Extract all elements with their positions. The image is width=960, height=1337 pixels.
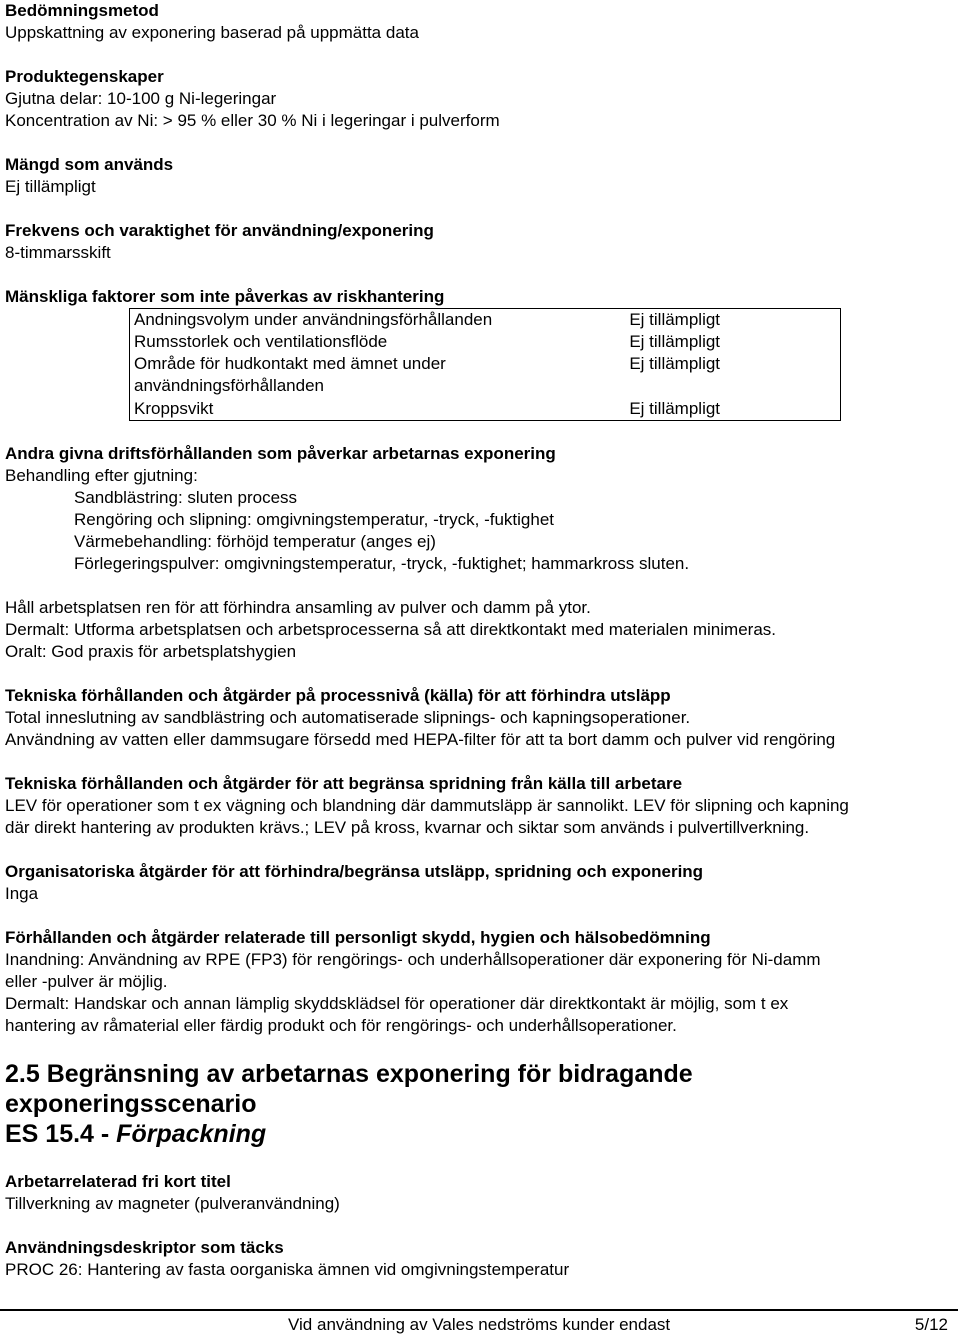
condition-item: Sandblästring: sluten process [74,488,298,507]
organisational-block [5,861,950,905]
descriptor-heading: Användningsdeskriptor som täcks [5,1238,284,1257]
amount-block [5,154,950,198]
title-free-block [5,1171,950,1215]
section-subtitle: Förpackning [116,1120,267,1148]
product-line: Gjutna delar: 10-100 g Ni-legeringar [5,89,277,108]
section-title-line: 2.5 Begränsning av arbetarnas exponering för bidragande exponeringsscenario [5,1060,693,1118]
condition-item: Rengöring och slipning: omgivningstemperatur, -tryck, -fuktighet [74,510,555,529]
descriptor-block [5,1237,950,1281]
organisational-text: Inga [5,884,39,903]
product-block [5,66,950,132]
condition-note: Oralt: God praxis för arbetsplatshygien [5,642,297,661]
human-factors-block [5,286,950,421]
technical-spread-line: där direkt hantering av produkten krävs.; LEV på kross, kvarnar och siktar som används i pulvertillverkning. [5,818,810,837]
factor-value: Ej tillämpligt [623,397,840,421]
condition-note: Dermalt: Utforma arbetsplatsen och arbetsprocesserna så att direktkontakt med materialen minimeras. [5,620,776,639]
frequency-block [5,220,950,264]
factor-value: Ej tillämpligt [623,331,840,353]
title-free-text: Tillverkning av magneter (pulveranvändning) [5,1194,340,1213]
technical-source-heading: Tekniska förhållanden och åtgärder på processnivå (källa) för att förhindra utsläpp [5,686,671,705]
table-row [130,397,841,421]
descriptor-text: PROC 26: Hantering av fasta oorganiska ämnen vid omgivningstemperatur [5,1260,570,1279]
other-conditions-block [5,443,950,663]
factor-key: Område för hudkontakt med ämnet under användningsförhållanden [130,353,624,397]
personal-line: hantering av råmaterial eller färdig produkt och för rengörings- och underhållsoperationer. [5,1016,677,1035]
technical-spread-block [5,773,950,839]
factor-key: Andningsvolym under användningsförhållanden [130,309,624,332]
product-line: Koncentration av Ni: > 95 % eller 30 % Ni i legeringar i pulverform [5,111,500,130]
technical-spread-line: LEV för operationer som t ex vägning och blandning där dammutsläpp är sannolikt. LEV för slipning och kapning [5,796,849,815]
assessment-heading: Bedömningsmetod [5,1,159,20]
section-title-line [5,1119,950,1149]
technical-source-line: Total inneslutning av sandblästring och automatiserade slipnings- och kapningsoperationer. [5,708,691,727]
frequency-heading: Frekvens och varaktighet för användning/exponering [5,221,434,240]
condition-note: Håll arbetsplatsen ren för att förhindra ansamling av pulver och damm på ytor. [5,598,591,617]
personal-heading: Förhållanden och åtgärder relaterade till personligt skydd, hygien och hälsobedömning [5,928,711,947]
footer-text: Vid användning av Vales nedströms kunder endast [288,1315,671,1334]
page-footer [0,1309,958,1337]
table-row [130,331,841,353]
amount-heading: Mängd som används [5,155,174,174]
title-free-heading: Arbetarrelaterad fri kort titel [5,1172,231,1191]
page-number: 5/12 [914,1315,948,1334]
condition-item: Värmebehandling: förhöjd temperatur (anges ej) [74,532,436,551]
technical-source-line: Användning av vatten eller dammsugare försedd med HEPA-filter för att ta bort damm och pulver vid rengöring [5,730,836,749]
human-factors-heading: Mänskliga faktorer som inte påverkas av riskhantering [5,287,445,306]
assessment-block [5,0,950,44]
section-number: ES 15.4 - [5,1120,117,1148]
factor-key: Rumsstorlek och ventilationsflöde [130,331,624,353]
condition-item: Förlegeringspulver: omgivningstemperatur, -tryck, -fuktighet; hammarkross sluten. [74,554,690,573]
factor-key: Kroppsvikt [130,397,624,421]
document-page [5,0,950,1281]
section-title [5,1059,950,1149]
organisational-heading: Organisatoriska åtgärder för att förhindra/begränsa utsläpp, spridning och exponering [5,862,704,881]
other-conditions-intro: Behandling efter gjutning: [5,466,198,485]
amount-text: Ej tillämpligt [5,177,96,196]
personal-line: eller -pulver är möjlig. [5,972,168,991]
factor-value: Ej tillämpligt [623,353,840,397]
technical-source-block [5,685,950,751]
other-conditions-heading: Andra givna driftsförhållanden som påverkar arbetarnas exponering [5,444,556,463]
human-factors-table [129,308,841,421]
personal-block [5,927,950,1037]
personal-line: Inandning: Användning av RPE (FP3) för rengörings- och underhållsoperationer där exponering för Ni-damm [5,950,821,969]
technical-spread-heading: Tekniska förhållanden och åtgärder för att begränsa spridning från källa till arbetare [5,774,683,793]
assessment-text: Uppskattning av exponering baserad på uppmätta data [5,23,419,42]
factor-value: Ej tillämpligt [623,309,840,332]
table-row [130,309,841,332]
product-heading: Produktegenskaper [5,67,164,86]
table-row [130,353,841,397]
frequency-text: 8-timmarsskift [5,243,111,262]
personal-line: Dermalt: Handskar och annan lämplig skyddsklädsel för operationer där direktkontakt är möjlig, som t ex [5,994,789,1013]
